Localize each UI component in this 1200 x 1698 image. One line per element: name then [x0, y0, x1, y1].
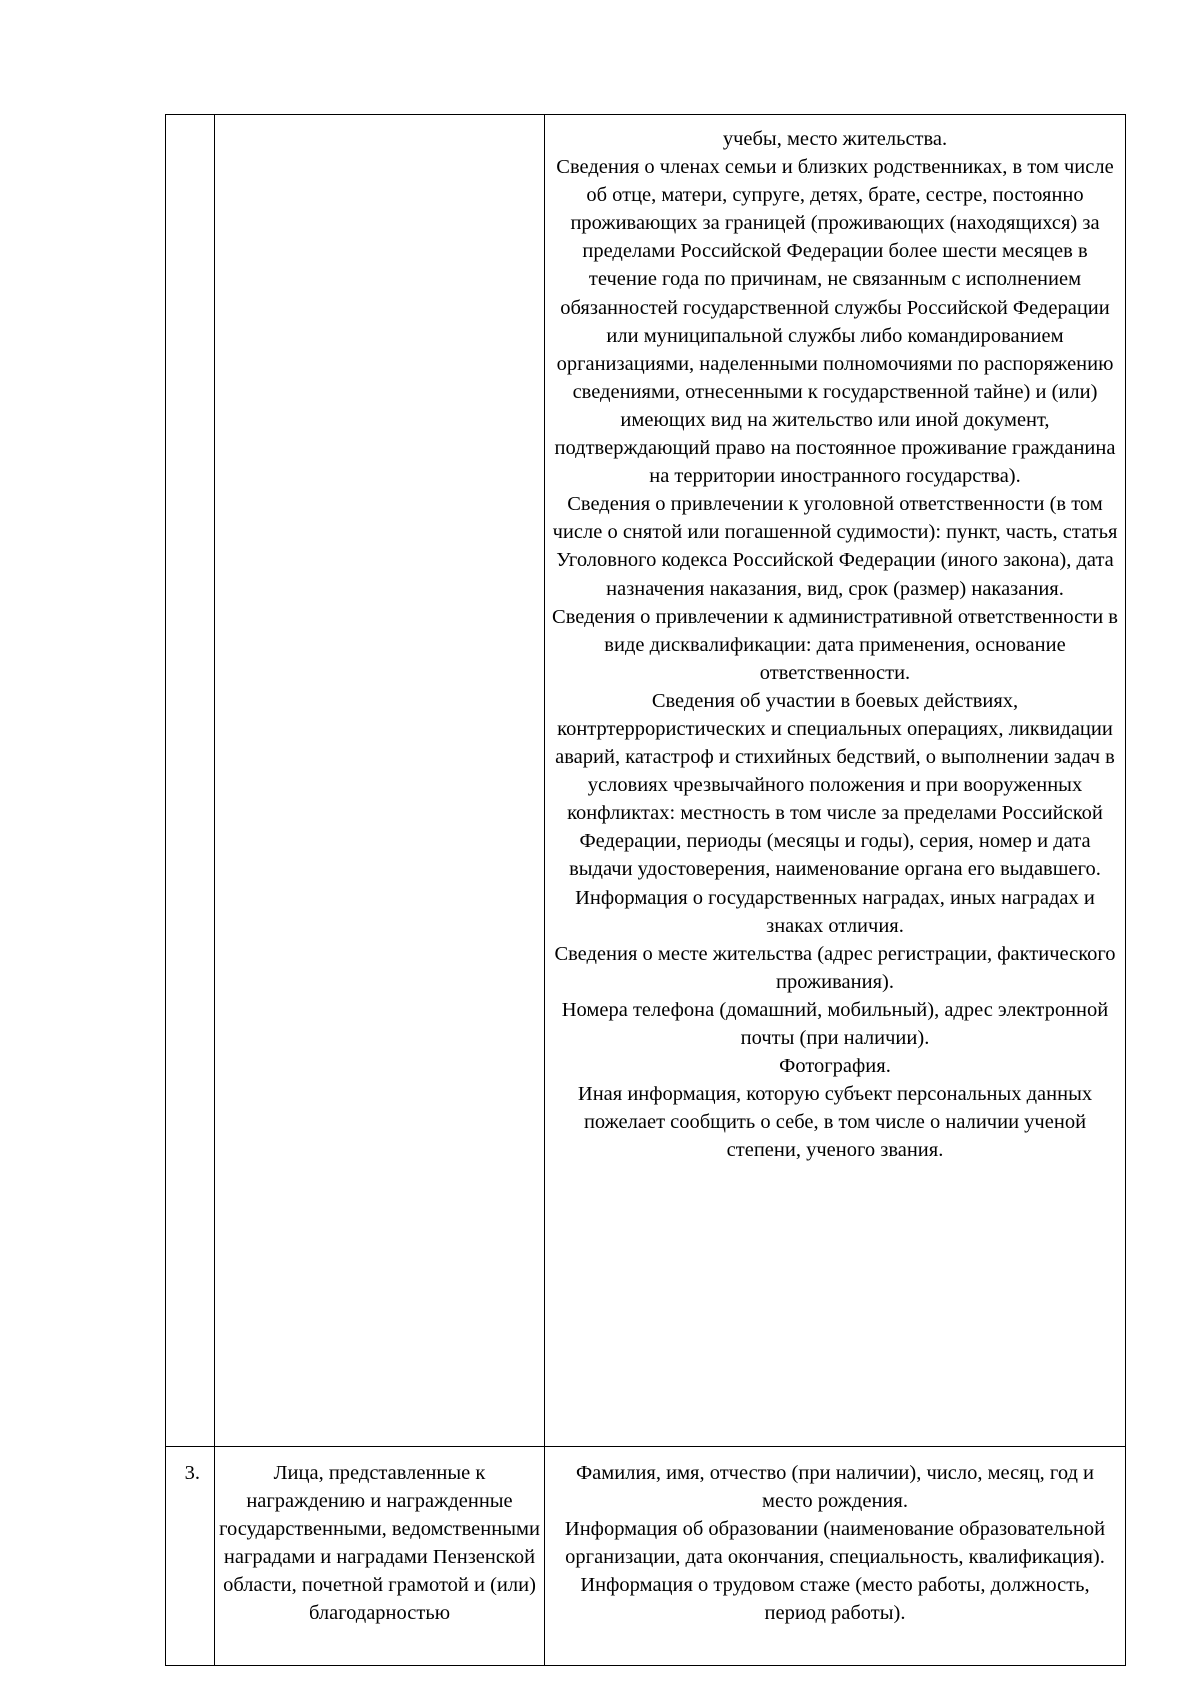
row-number-cell	[166, 115, 215, 1447]
data-paragraph: Номера телефона (домашний, мобильный), адрес электронной почты (при наличии).	[561, 998, 1109, 1049]
data-paragraph: Сведения о привлечении к административной ответственности в виде дисквалификации: дата применения, основание ответственности.	[552, 605, 1118, 684]
subject-category-cell	[215, 115, 545, 1447]
data-paragraph: Сведения об участии в боевых действиях, контртеррористических и специальных операциях, ликвидации аварий, катастроф и стихийных бедствий, о выполнении задач в условиях чрезвычайного положения и при вооруженных конфликтах: местность в том числе за пределами Российской Федерации, периоды (месяцы и годы), серия, номер и дата выдачи удостоверения, наименование органа его выдавшего.	[555, 689, 1115, 881]
personal-data-table	[165, 114, 1126, 1666]
personal-data-cell	[545, 115, 1126, 1447]
table-row	[166, 1447, 1126, 1666]
data-paragraph: Сведения о месте жительства (адрес регистрации, фактического проживания).	[554, 942, 1116, 993]
data-paragraph: Информация об образовании (наименование образовательной организации, дата окончания, специальность, квалификация).	[564, 1518, 1106, 1569]
data-paragraph: Фамилия, имя, отчество (при наличии), число, месяц, год и место рождения.	[575, 1462, 1094, 1513]
data-paragraph: Информация о трудовом стаже (место работы, должность, период работы).	[580, 1574, 1090, 1625]
data-paragraph: Иная информация, которую субъект персональных данных пожелает сообщить о себе, в том числе о наличии ученой степени, ученого звания.	[577, 1083, 1093, 1162]
personal-data-cell	[545, 1447, 1126, 1666]
row-number-cell: 3.	[166, 1447, 215, 1666]
table-row	[166, 115, 1126, 1447]
subject-category-cell: Лица, представленные к награждению и награжденные государственными, ведомственными наградами и наградами Пензенской области, почетной грамотой и (или) благодарностью	[215, 1447, 545, 1666]
data-paragraph: учебы, место жительства.	[722, 128, 948, 150]
data-paragraph: Сведения о привлечении к уголовной ответственности (в том числе о снятой или погашенной судимости): пункт, часть, статья Уголовного кодекса Российской Федерации (иного закона), дата назначения наказания, вид, срок (размер) наказания.	[552, 493, 1118, 600]
data-paragraph: Сведения о членах семьи и близких родственниках, в том числе об отце, матери, супруге, детях, брате, сестре, постоянно проживающих за границей (проживающих (находящихся) за пределами Российской Федерации более шести месяцев в течение года по причинам, не связанным с исполнением обязанностей государственной службы Российской Федерации или муниципальной службы либо командированием организациями, наделенными полномочиями по распоряжению сведениями, отнесенными к государственной тайне) и (или) имеющих вид на жительство или иной документ, подтверждающий право на постоянное проживание гражданина на территории иностранного государства).	[554, 156, 1116, 488]
data-paragraph: Фотография.	[779, 1055, 891, 1078]
data-paragraph: Информация о государственных наградах, иных наградах и знаках отличия.	[575, 886, 1095, 937]
